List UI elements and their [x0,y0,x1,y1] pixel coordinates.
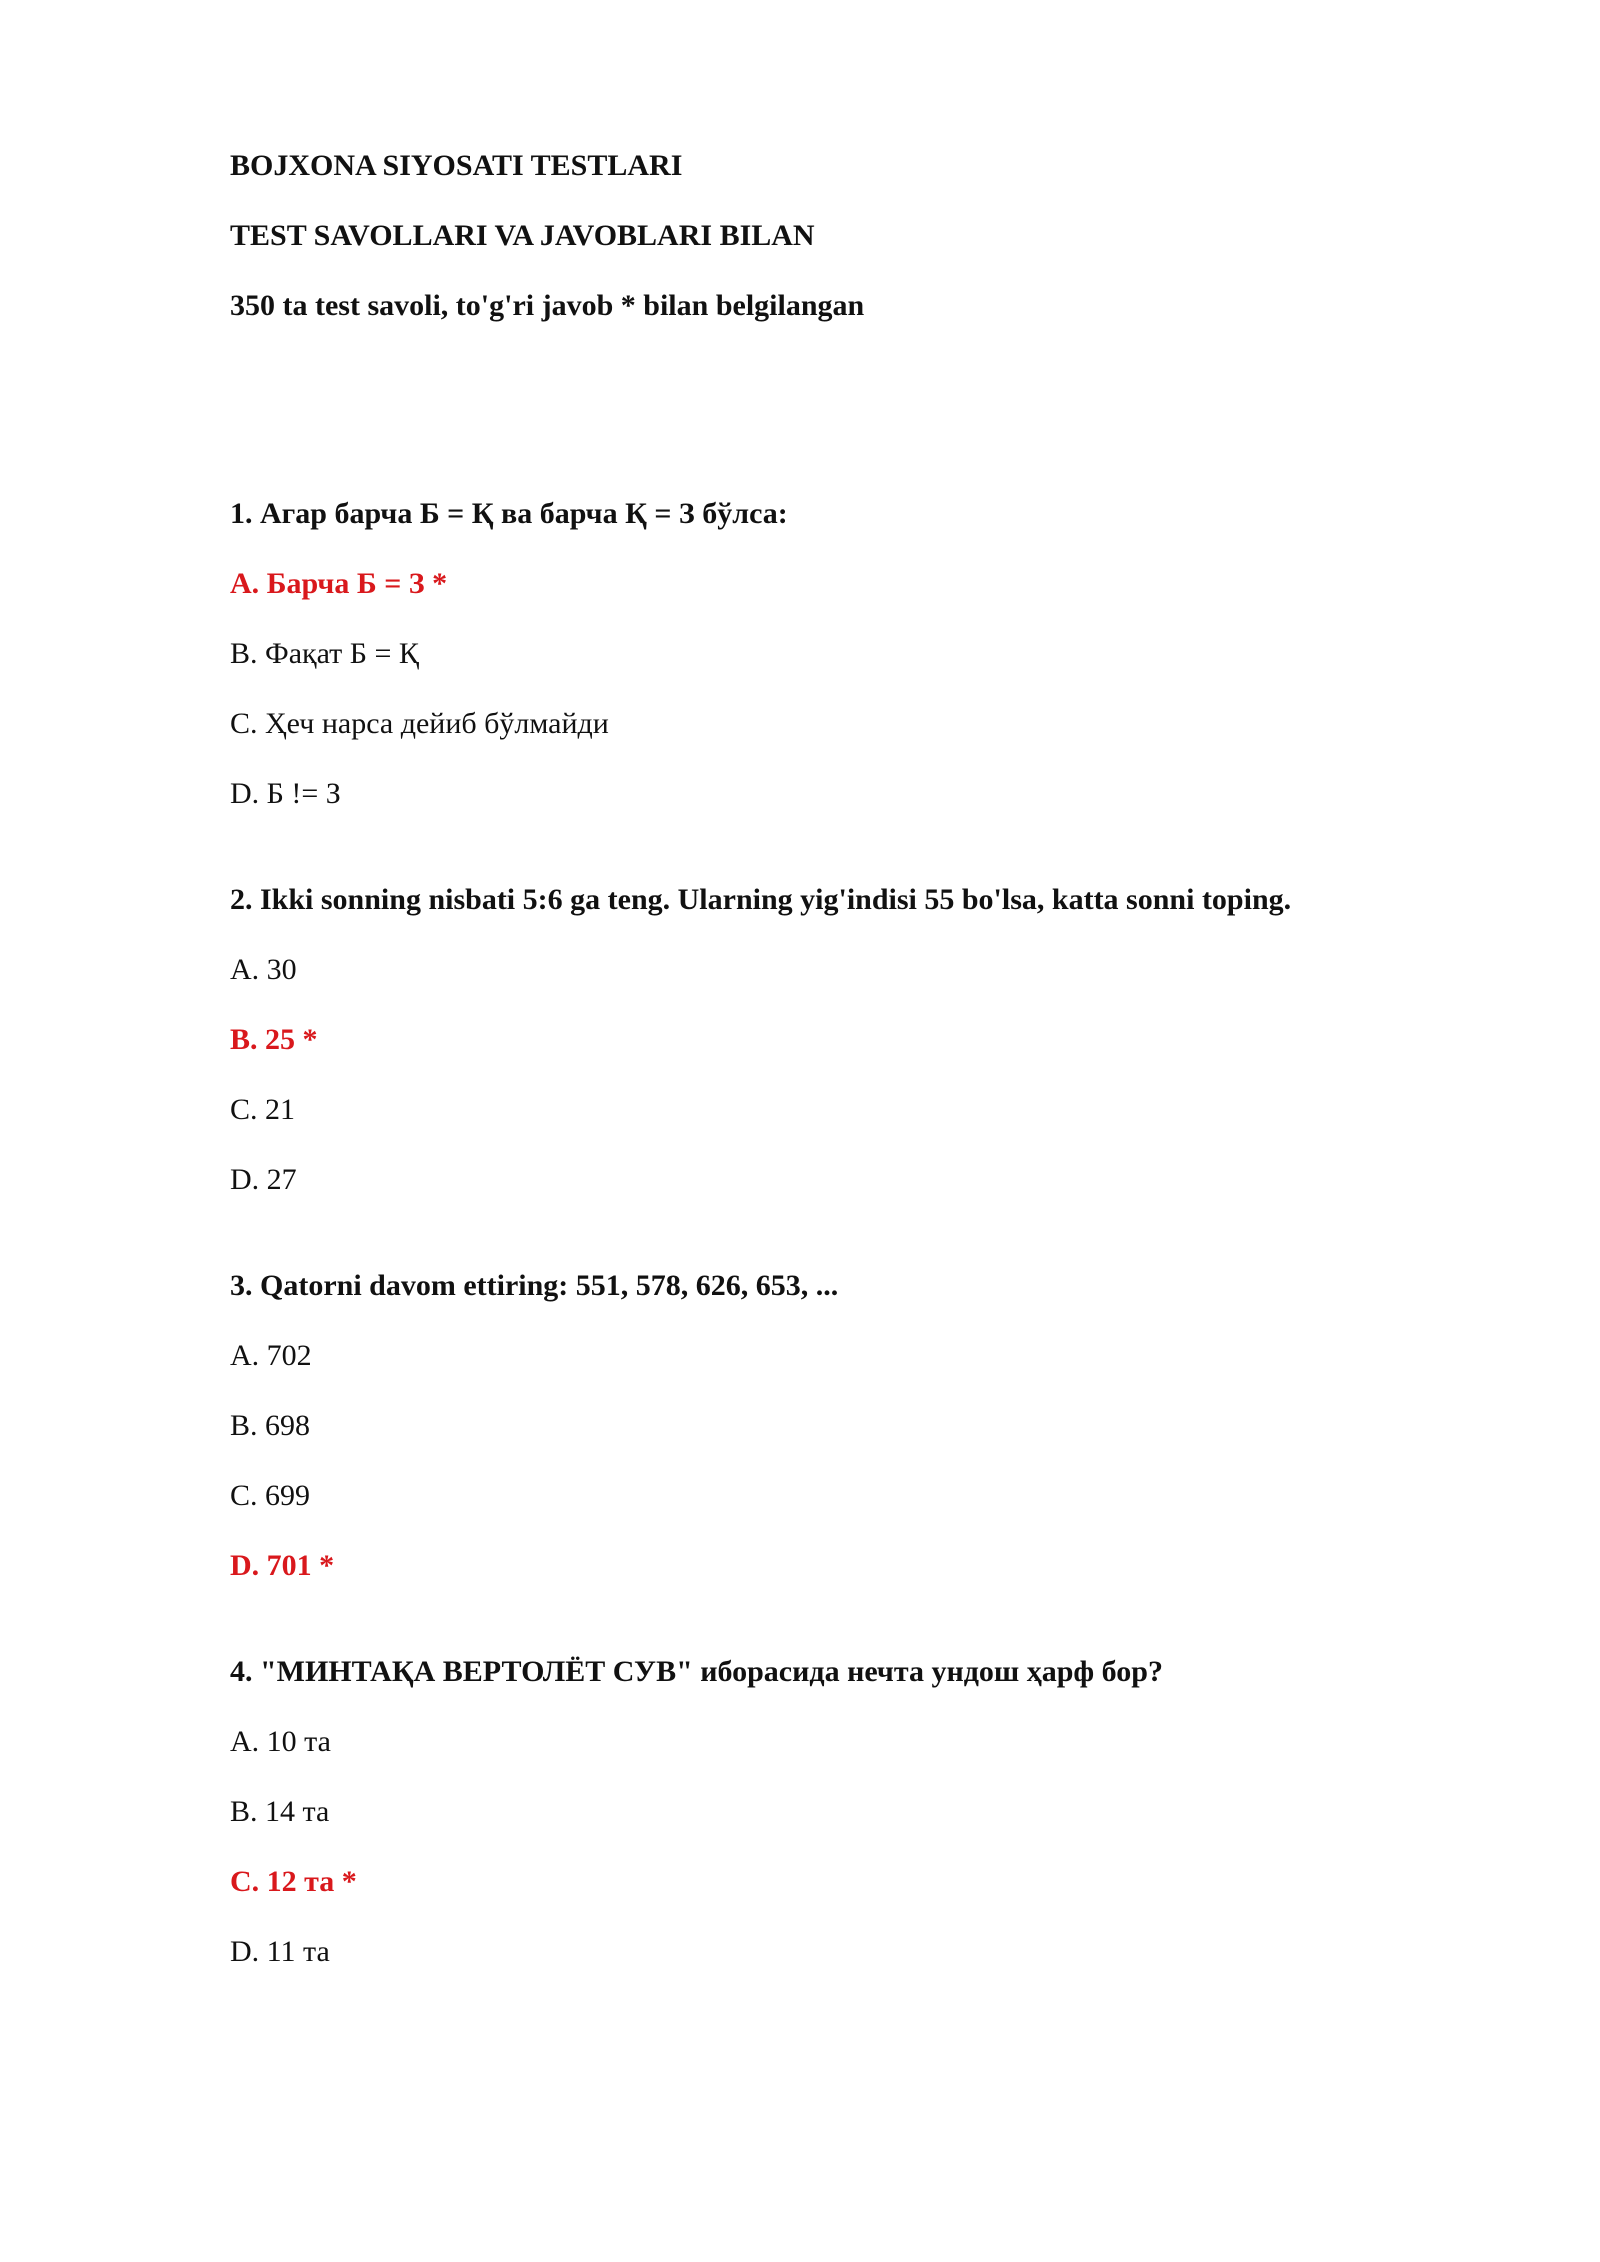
correct-answer-option: B. 25 * [230,1023,318,1056]
question-text: 4. "МИНТАҚА ВЕРТОЛЁТ СУВ" иборасида нечта ундош ҳарф бор? [230,1655,1163,1688]
question-text: 3. Qatorni davom ettiring: 551, 578, 626, 653, ... [230,1269,839,1302]
question-block [230,882,1530,1198]
answer-option: C. Ҳеч нарса дейиб бўлмайди [230,707,609,740]
document-page [230,148,1530,2004]
question-text: 1. Агар барча Б = Қ ва барча Қ = З бўлса: [230,497,788,530]
answer-option: B. 698 [230,1409,311,1442]
answer-option: A. 30 [230,953,297,986]
document-subtitle: TEST SAVOLLARI VA JAVOBLARI BILAN [230,219,815,252]
answer-option: A. 10 та [230,1725,331,1758]
document-title: BOJXONA SIYOSATI TESTLARI [230,149,683,182]
question-list [230,496,1530,1970]
correct-answer-option: A. Барча Б = З * [230,567,448,600]
question-block [230,1654,1530,1970]
answer-option: A. 702 [230,1339,312,1372]
question-text: 2. Ikki sonning nisbati 5:6 ga teng. Ularning yig'indisi 55 bo'lsa, katta sonni toping. [230,883,1292,916]
correct-answer-option: D. 701 * [230,1549,335,1582]
question-block [230,1268,1530,1584]
answer-option: B. 14 та [230,1795,330,1828]
question-block [230,496,1530,812]
answer-option: D. 11 та [230,1935,330,1968]
answer-option: B. Фақат Б = Қ [230,637,419,670]
document-note: 350 ta test savoli, to'g'ri javob * bilan belgilangan [230,289,865,322]
answer-option: D. Б != З [230,777,341,810]
correct-answer-option: C. 12 та * [230,1865,357,1898]
answer-option: D. 27 [230,1163,297,1196]
answer-option: C. 699 [230,1479,311,1512]
document-header [230,148,1530,324]
answer-option: C. 21 [230,1093,296,1126]
header-spacer [230,358,1530,496]
